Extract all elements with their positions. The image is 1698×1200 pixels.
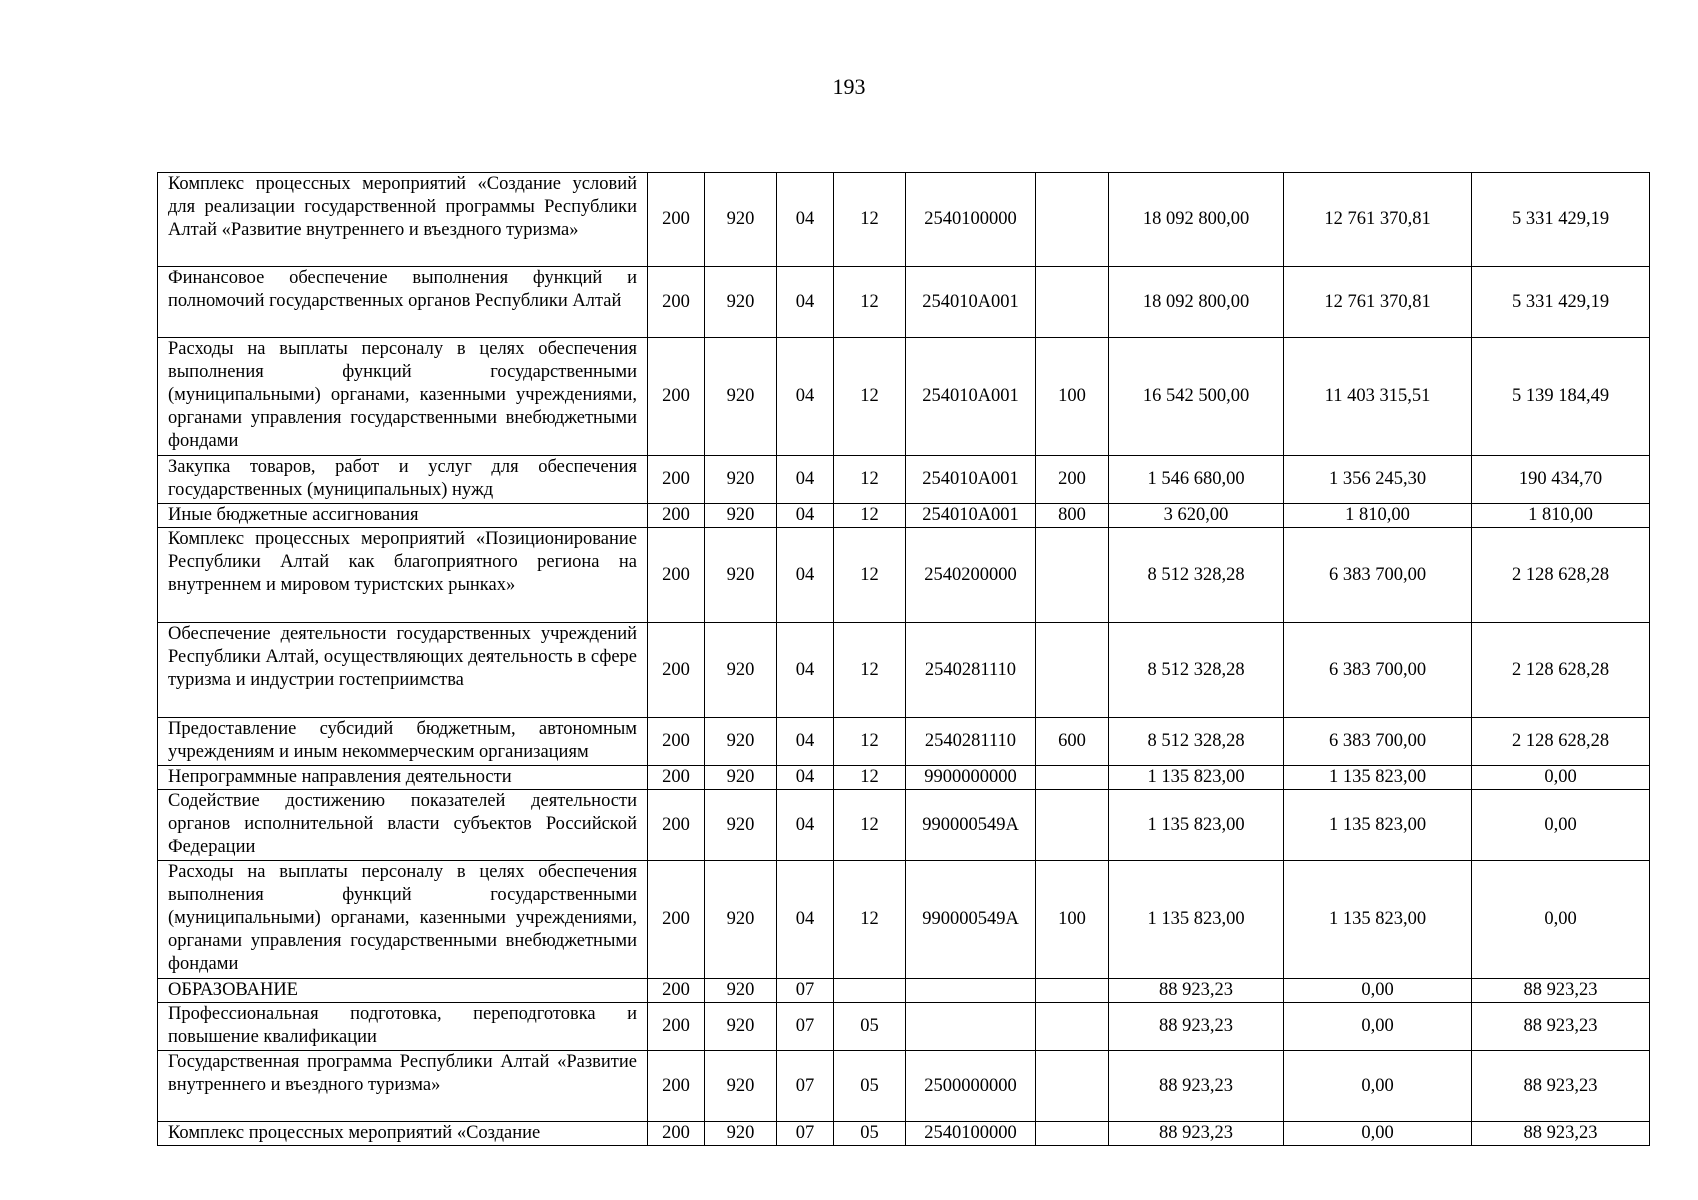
cell-code: 254010А001 [906, 338, 1036, 456]
cell-code: 2540100000 [906, 1122, 1036, 1146]
cell-code: 200 [648, 267, 705, 338]
cell-amount: 11 403 315,51 [1284, 338, 1472, 456]
cell-code [906, 1003, 1036, 1051]
cell-amount: 5 139 184,49 [1472, 338, 1650, 456]
cell-code: 920 [705, 1003, 777, 1051]
cell-code: 200 [648, 790, 705, 861]
cell-code: 200 [648, 528, 705, 623]
cell-amount: 6 383 700,00 [1284, 718, 1472, 766]
cell-code: 920 [705, 979, 777, 1003]
table-row [158, 267, 1650, 338]
cell-code: 2540281110 [906, 718, 1036, 766]
cell-code: 200 [648, 338, 705, 456]
cell-amount: 88 923,23 [1472, 1003, 1650, 1051]
cell-amount: 1 135 823,00 [1109, 861, 1284, 979]
cell-amount: 2 128 628,28 [1472, 528, 1650, 623]
cell-amount: 88 923,23 [1472, 1051, 1650, 1122]
cell-code [1036, 623, 1109, 718]
cell-amount: 88 923,23 [1109, 1003, 1284, 1051]
cell-code: 12 [834, 623, 906, 718]
cell-amount: 8 512 328,28 [1109, 528, 1284, 623]
cell-amount: 12 761 370,81 [1284, 267, 1472, 338]
cell-amount: 1 135 823,00 [1284, 790, 1472, 861]
cell-amount: 12 761 370,81 [1284, 173, 1472, 267]
cell-code: 04 [777, 504, 834, 528]
table-row [158, 1122, 1650, 1146]
row-name: Комплекс процессных мероприятий «Создание условий для реализации государственной программы Республики Алтай «Развитие внутреннего и въездного туризма» [158, 173, 648, 267]
cell-code: 04 [777, 338, 834, 456]
cell-code: 920 [705, 790, 777, 861]
cell-amount: 190 434,70 [1472, 456, 1650, 504]
cell-amount: 1 135 823,00 [1109, 790, 1284, 861]
cell-code: 07 [777, 1051, 834, 1122]
cell-code: 04 [777, 456, 834, 504]
row-name: Обеспечение деятельности государственных учреждений Республики Алтай, осуществляющих деятельность в сфере туризма и индустрии гостеприимства [158, 623, 648, 718]
cell-code [1036, 173, 1109, 267]
table-row [158, 173, 1650, 267]
table-row [158, 1003, 1650, 1051]
cell-code: 12 [834, 790, 906, 861]
table-row [158, 790, 1650, 861]
cell-amount: 0,00 [1284, 1051, 1472, 1122]
cell-amount: 5 331 429,19 [1472, 267, 1650, 338]
cell-amount: 6 383 700,00 [1284, 528, 1472, 623]
cell-code: 12 [834, 338, 906, 456]
cell-code: 200 [648, 979, 705, 1003]
row-name: Предоставление субсидий бюджетным, автономным учреждениям и иным некоммерческим организациям [158, 718, 648, 766]
cell-code: 920 [705, 718, 777, 766]
row-name: Расходы на выплаты персоналу в целях обеспечения выполнения функций государственными (муниципальными) органами, казенными учреждениями, органами управления государственными внебюджетными фондами [158, 861, 648, 979]
cell-code: 07 [777, 1003, 834, 1051]
cell-code: 12 [834, 504, 906, 528]
cell-code [1036, 1122, 1109, 1146]
cell-code: 04 [777, 766, 834, 790]
row-name: Комплекс процессных мероприятий «Создание [158, 1122, 648, 1146]
cell-code: 04 [777, 790, 834, 861]
row-name: Профессиональная подготовка, переподготовка и повышение квалификации [158, 1003, 648, 1051]
cell-code: 2540200000 [906, 528, 1036, 623]
cell-code: 07 [777, 979, 834, 1003]
cell-amount: 2 128 628,28 [1472, 623, 1650, 718]
cell-amount: 0,00 [1284, 979, 1472, 1003]
cell-amount: 88 923,23 [1109, 1051, 1284, 1122]
cell-code: 990000549А [906, 861, 1036, 979]
cell-amount: 1 135 823,00 [1109, 766, 1284, 790]
table-row [158, 504, 1650, 528]
cell-amount: 1 356 245,30 [1284, 456, 1472, 504]
cell-amount: 88 923,23 [1472, 979, 1650, 1003]
cell-code: 254010А001 [906, 456, 1036, 504]
cell-code [1036, 766, 1109, 790]
cell-code: 200 [648, 456, 705, 504]
cell-code: 04 [777, 267, 834, 338]
cell-amount: 0,00 [1472, 766, 1650, 790]
cell-amount: 0,00 [1284, 1003, 1472, 1051]
cell-code: 2540281110 [906, 623, 1036, 718]
cell-code: 200 [648, 623, 705, 718]
cell-code: 920 [705, 766, 777, 790]
row-name: Финансовое обеспечение выполнения функций и полномочий государственных органов Республики Алтай [158, 267, 648, 338]
row-name: Расходы на выплаты персоналу в целях обеспечения выполнения функций государственными (муниципальными) органами, казенными учреждениями, органами управления государственными внебюджетными фондами [158, 338, 648, 456]
cell-amount: 88 923,23 [1472, 1122, 1650, 1146]
table-row [158, 623, 1650, 718]
cell-amount: 0,00 [1284, 1122, 1472, 1146]
table-row [158, 528, 1650, 623]
cell-code: 200 [648, 1122, 705, 1146]
cell-code: 920 [705, 504, 777, 528]
cell-code: 800 [1036, 504, 1109, 528]
cell-code: 200 [648, 1003, 705, 1051]
cell-amount: 8 512 328,28 [1109, 718, 1284, 766]
cell-code [1036, 1003, 1109, 1051]
cell-code: 200 [648, 504, 705, 528]
cell-code: 12 [834, 718, 906, 766]
cell-code: 05 [834, 1122, 906, 1146]
cell-amount: 0,00 [1472, 861, 1650, 979]
cell-amount: 3 620,00 [1109, 504, 1284, 528]
row-name: Содействие достижению показателей деятельности органов исполнительной власти субъектов Российской Федерации [158, 790, 648, 861]
cell-code: 12 [834, 861, 906, 979]
page-number: 193 [832, 74, 866, 99]
cell-code: 04 [777, 173, 834, 267]
cell-code: 920 [705, 338, 777, 456]
cell-code: 200 [648, 718, 705, 766]
cell-code: 04 [777, 528, 834, 623]
row-name: Государственная программа Республики Алтай «Развитие внутреннего и въездного туризма» [158, 1051, 648, 1122]
cell-code: 04 [777, 861, 834, 979]
cell-amount: 1 135 823,00 [1284, 861, 1472, 979]
cell-code: 920 [705, 528, 777, 623]
cell-code: 254010А001 [906, 267, 1036, 338]
cell-amount: 16 542 500,00 [1109, 338, 1284, 456]
cell-code [1036, 267, 1109, 338]
cell-code: 04 [777, 623, 834, 718]
cell-code: 990000549А [906, 790, 1036, 861]
cell-amount: 1 810,00 [1284, 504, 1472, 528]
table-row [158, 766, 1650, 790]
cell-amount: 2 128 628,28 [1472, 718, 1650, 766]
cell-code: 05 [834, 1051, 906, 1122]
cell-code [834, 979, 906, 1003]
cell-code: 200 [648, 861, 705, 979]
cell-code: 04 [777, 718, 834, 766]
cell-amount: 18 092 800,00 [1109, 173, 1284, 267]
table-row [158, 338, 1650, 456]
cell-amount: 6 383 700,00 [1284, 623, 1472, 718]
cell-code [906, 979, 1036, 1003]
row-name: Иные бюджетные ассигнования [158, 504, 648, 528]
table-row [158, 456, 1650, 504]
cell-code: 200 [648, 766, 705, 790]
table-row [158, 979, 1650, 1003]
cell-code: 600 [1036, 718, 1109, 766]
cell-amount: 88 923,23 [1109, 979, 1284, 1003]
cell-code: 12 [834, 173, 906, 267]
cell-code [1036, 979, 1109, 1003]
cell-code: 200 [1036, 456, 1109, 504]
row-name: Комплекс процессных мероприятий «Позиционирование Республики Алтай как благоприятного региона на внутреннем и мировом туристских рынках» [158, 528, 648, 623]
cell-code: 200 [648, 1051, 705, 1122]
cell-code: 12 [834, 267, 906, 338]
row-name: Непрограммные направления деятельности [158, 766, 648, 790]
cell-amount: 8 512 328,28 [1109, 623, 1284, 718]
cell-code: 07 [777, 1122, 834, 1146]
cell-amount: 1 810,00 [1472, 504, 1650, 528]
cell-code: 920 [705, 1051, 777, 1122]
cell-amount: 0,00 [1472, 790, 1650, 861]
cell-amount: 1 135 823,00 [1284, 766, 1472, 790]
cell-amount: 5 331 429,19 [1472, 173, 1650, 267]
cell-code: 2540100000 [906, 173, 1036, 267]
budget-table [157, 172, 1650, 1146]
cell-code: 12 [834, 766, 906, 790]
cell-code: 920 [705, 456, 777, 504]
cell-code: 254010А001 [906, 504, 1036, 528]
cell-code: 200 [648, 173, 705, 267]
cell-code: 920 [705, 267, 777, 338]
row-name: ОБРАЗОВАНИЕ [158, 979, 648, 1003]
cell-code: 9900000000 [906, 766, 1036, 790]
row-name: Закупка товаров, работ и услуг для обеспечения государственных (муниципальных) нужд [158, 456, 648, 504]
cell-code [1036, 790, 1109, 861]
cell-amount: 18 092 800,00 [1109, 267, 1284, 338]
cell-code: 12 [834, 528, 906, 623]
table-row [158, 861, 1650, 979]
cell-code: 920 [705, 1122, 777, 1146]
cell-code: 920 [705, 173, 777, 267]
cell-code: 05 [834, 1003, 906, 1051]
table-row [158, 718, 1650, 766]
cell-code: 12 [834, 456, 906, 504]
cell-code: 2500000000 [906, 1051, 1036, 1122]
cell-code [1036, 528, 1109, 623]
cell-code: 920 [705, 861, 777, 979]
cell-amount: 1 546 680,00 [1109, 456, 1284, 504]
cell-amount: 88 923,23 [1109, 1122, 1284, 1146]
cell-code: 100 [1036, 861, 1109, 979]
cell-code: 920 [705, 623, 777, 718]
cell-code [1036, 1051, 1109, 1122]
cell-code: 100 [1036, 338, 1109, 456]
table-row [158, 1051, 1650, 1122]
